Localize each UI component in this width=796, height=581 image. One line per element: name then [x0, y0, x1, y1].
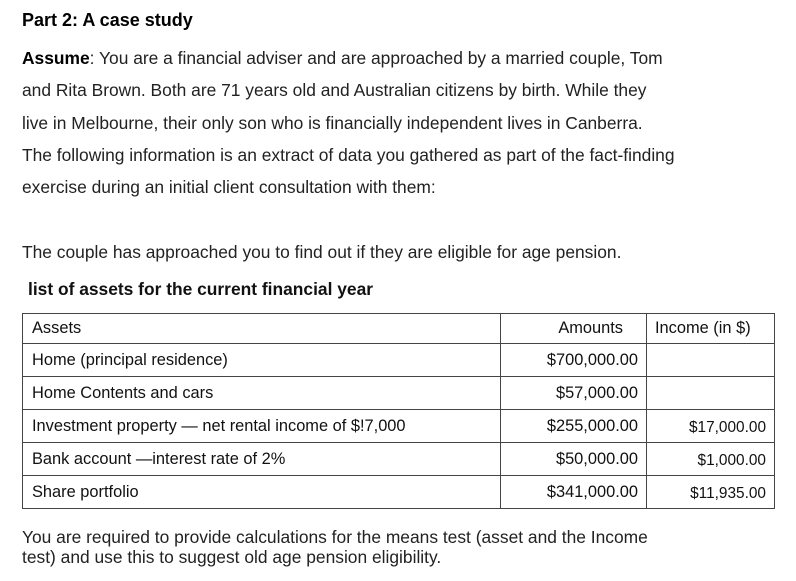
- header-amounts: Amounts: [501, 314, 647, 344]
- header-assets: Assets: [23, 314, 501, 344]
- table-row: [23, 377, 775, 410]
- table-row: [23, 344, 775, 377]
- amount-cell: $255,000.00: [501, 410, 647, 443]
- amount-cell: $50,000.00: [501, 443, 647, 476]
- case-line-3: live in Melbourne, their only son who is financially independent lives in Canberra.: [22, 112, 643, 133]
- asset-cell: Share portfolio: [23, 476, 501, 509]
- approach-text: The couple has approached you to find out if they are eligible for age pension.: [22, 242, 622, 262]
- table-title: list of assets for the current financial year: [28, 279, 374, 299]
- income-cell: $1,000.00: [647, 443, 775, 476]
- case-line-5: exercise during an initial client consultation with them:: [22, 177, 436, 198]
- header-income: Income (in $): [647, 314, 775, 344]
- table-row: [23, 476, 775, 509]
- table-row: [23, 443, 775, 476]
- case-line-4: The following information is an extract of data you gathered as part of the fact-finding: [22, 144, 675, 165]
- assets-table: [22, 313, 775, 509]
- asset-cell: Home Contents and cars: [23, 377, 501, 410]
- asset-cell: Investment property — net rental income of $!7,000: [23, 410, 501, 443]
- income-cell: [647, 344, 775, 377]
- case-line-1: [22, 42, 782, 74]
- income-cell: $17,000.00: [647, 410, 775, 443]
- case-line-2: and Rita Brown. Both are 71 years old and Australian citizens by birth. While they: [22, 80, 647, 101]
- amount-cell: $700,000.00: [501, 344, 647, 377]
- income-cell: $11,935.00: [647, 476, 775, 509]
- instructions-line-2: test) and use this to suggest old age pension eligibility.: [22, 547, 442, 567]
- assume-label: Assume: [22, 48, 90, 68]
- case-description: [22, 42, 782, 203]
- asset-cell: Home (principal residence): [23, 344, 501, 377]
- income-cell: [647, 377, 775, 410]
- table-row: [23, 410, 775, 443]
- section-heading: Part 2: A case study: [22, 10, 193, 30]
- asset-cell: Bank account —interest rate of 2%: [23, 443, 501, 476]
- instructions-text: [22, 527, 648, 567]
- amount-cell: $341,000.00: [501, 476, 647, 509]
- table-header-row: [23, 314, 775, 344]
- case-line-1-text: : You are a financial adviser and are approached by a married couple, Tom: [89, 48, 663, 68]
- instructions-line-1: You are required to provide calculations for the means test (asset and the Income: [22, 527, 648, 547]
- amount-cell: $57,000.00: [501, 377, 647, 410]
